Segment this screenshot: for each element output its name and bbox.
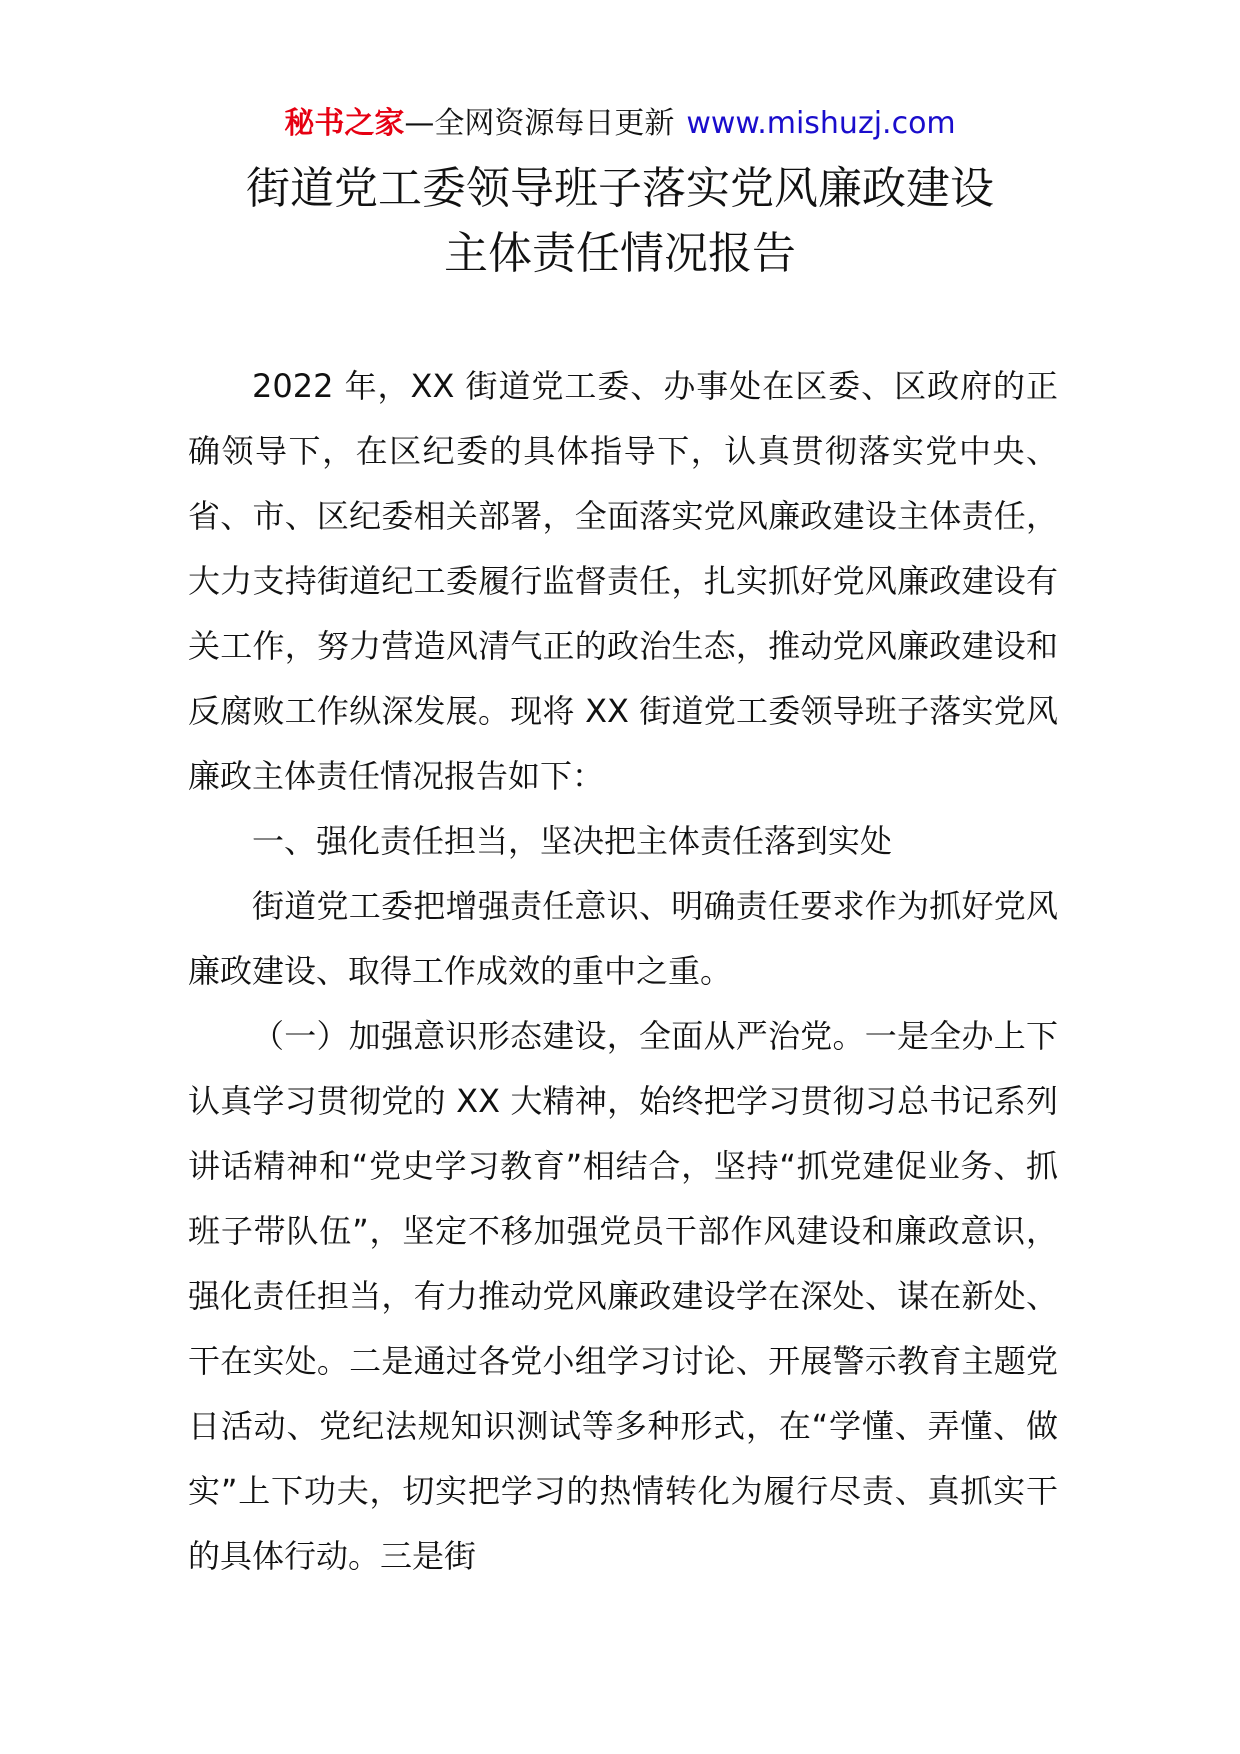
site-url-link[interactable]: www.mishuzj.com (686, 106, 956, 141)
header-tagline: 全网资源每日更新 (434, 106, 675, 141)
site-header (0, 100, 1240, 148)
subsection-1-paragraph: （一）加强意识形态建设，全面从严治党。一是全办上下认真学习贯彻党的 XX 大精神，始终把学习贯彻习总书记系列讲话精神和“党史学习教育”相结合，坚持“抓党建促业务、抓班子带队伍”，坚定不移加强党员干部作风建设和廉政意识，强化责任担当，有力推动党风廉政建设学在深处、谋在新处、干在实处。二是通过各党小组学习讨论、开展警示教育主题党日活动、党纪法规知识测试等多种形式，在“学懂、弄懂、做实”上下功夫，切实把学习的热情转化为履行尽责、真抓实干的具体行动。三是街 (188, 1017, 1058, 1575)
title-line-2: 主体责任情况报告 (444, 228, 796, 279)
document-title (0, 156, 1240, 286)
header-dash: — (404, 106, 435, 141)
intro-paragraph: 2022 年，XX 街道党工委、办事处在区委、区政府的正确领导下，在区纪委的具体指导下，认真贯彻落实党中央、省、市、区纪委相关部署，全面落实党风廉政建设主体责任，大力支持街道纪工委履行监督责任，扎实抓好党风廉政建设有关工作，努力营造风清气正的政治生态，推动党风廉政建设和反腐败工作纵深发展。现将 XX 街道党工委领导班子落实党风廉政主体责任情况报告如下： (188, 367, 1058, 795)
brand-name: 秘书之家 (284, 106, 405, 141)
section-heading-1: 一、强化责任担当，坚决把主体责任落到实处 (252, 822, 893, 860)
title-line-1: 街道党工委领导班子落实党风廉政建设 (246, 163, 994, 214)
section-1-paragraph: 街道党工委把增强责任意识、明确责任要求作为抓好党风廉政建设、取得工作成效的重中之重。 (188, 887, 1058, 990)
document-body (188, 354, 1058, 1589)
